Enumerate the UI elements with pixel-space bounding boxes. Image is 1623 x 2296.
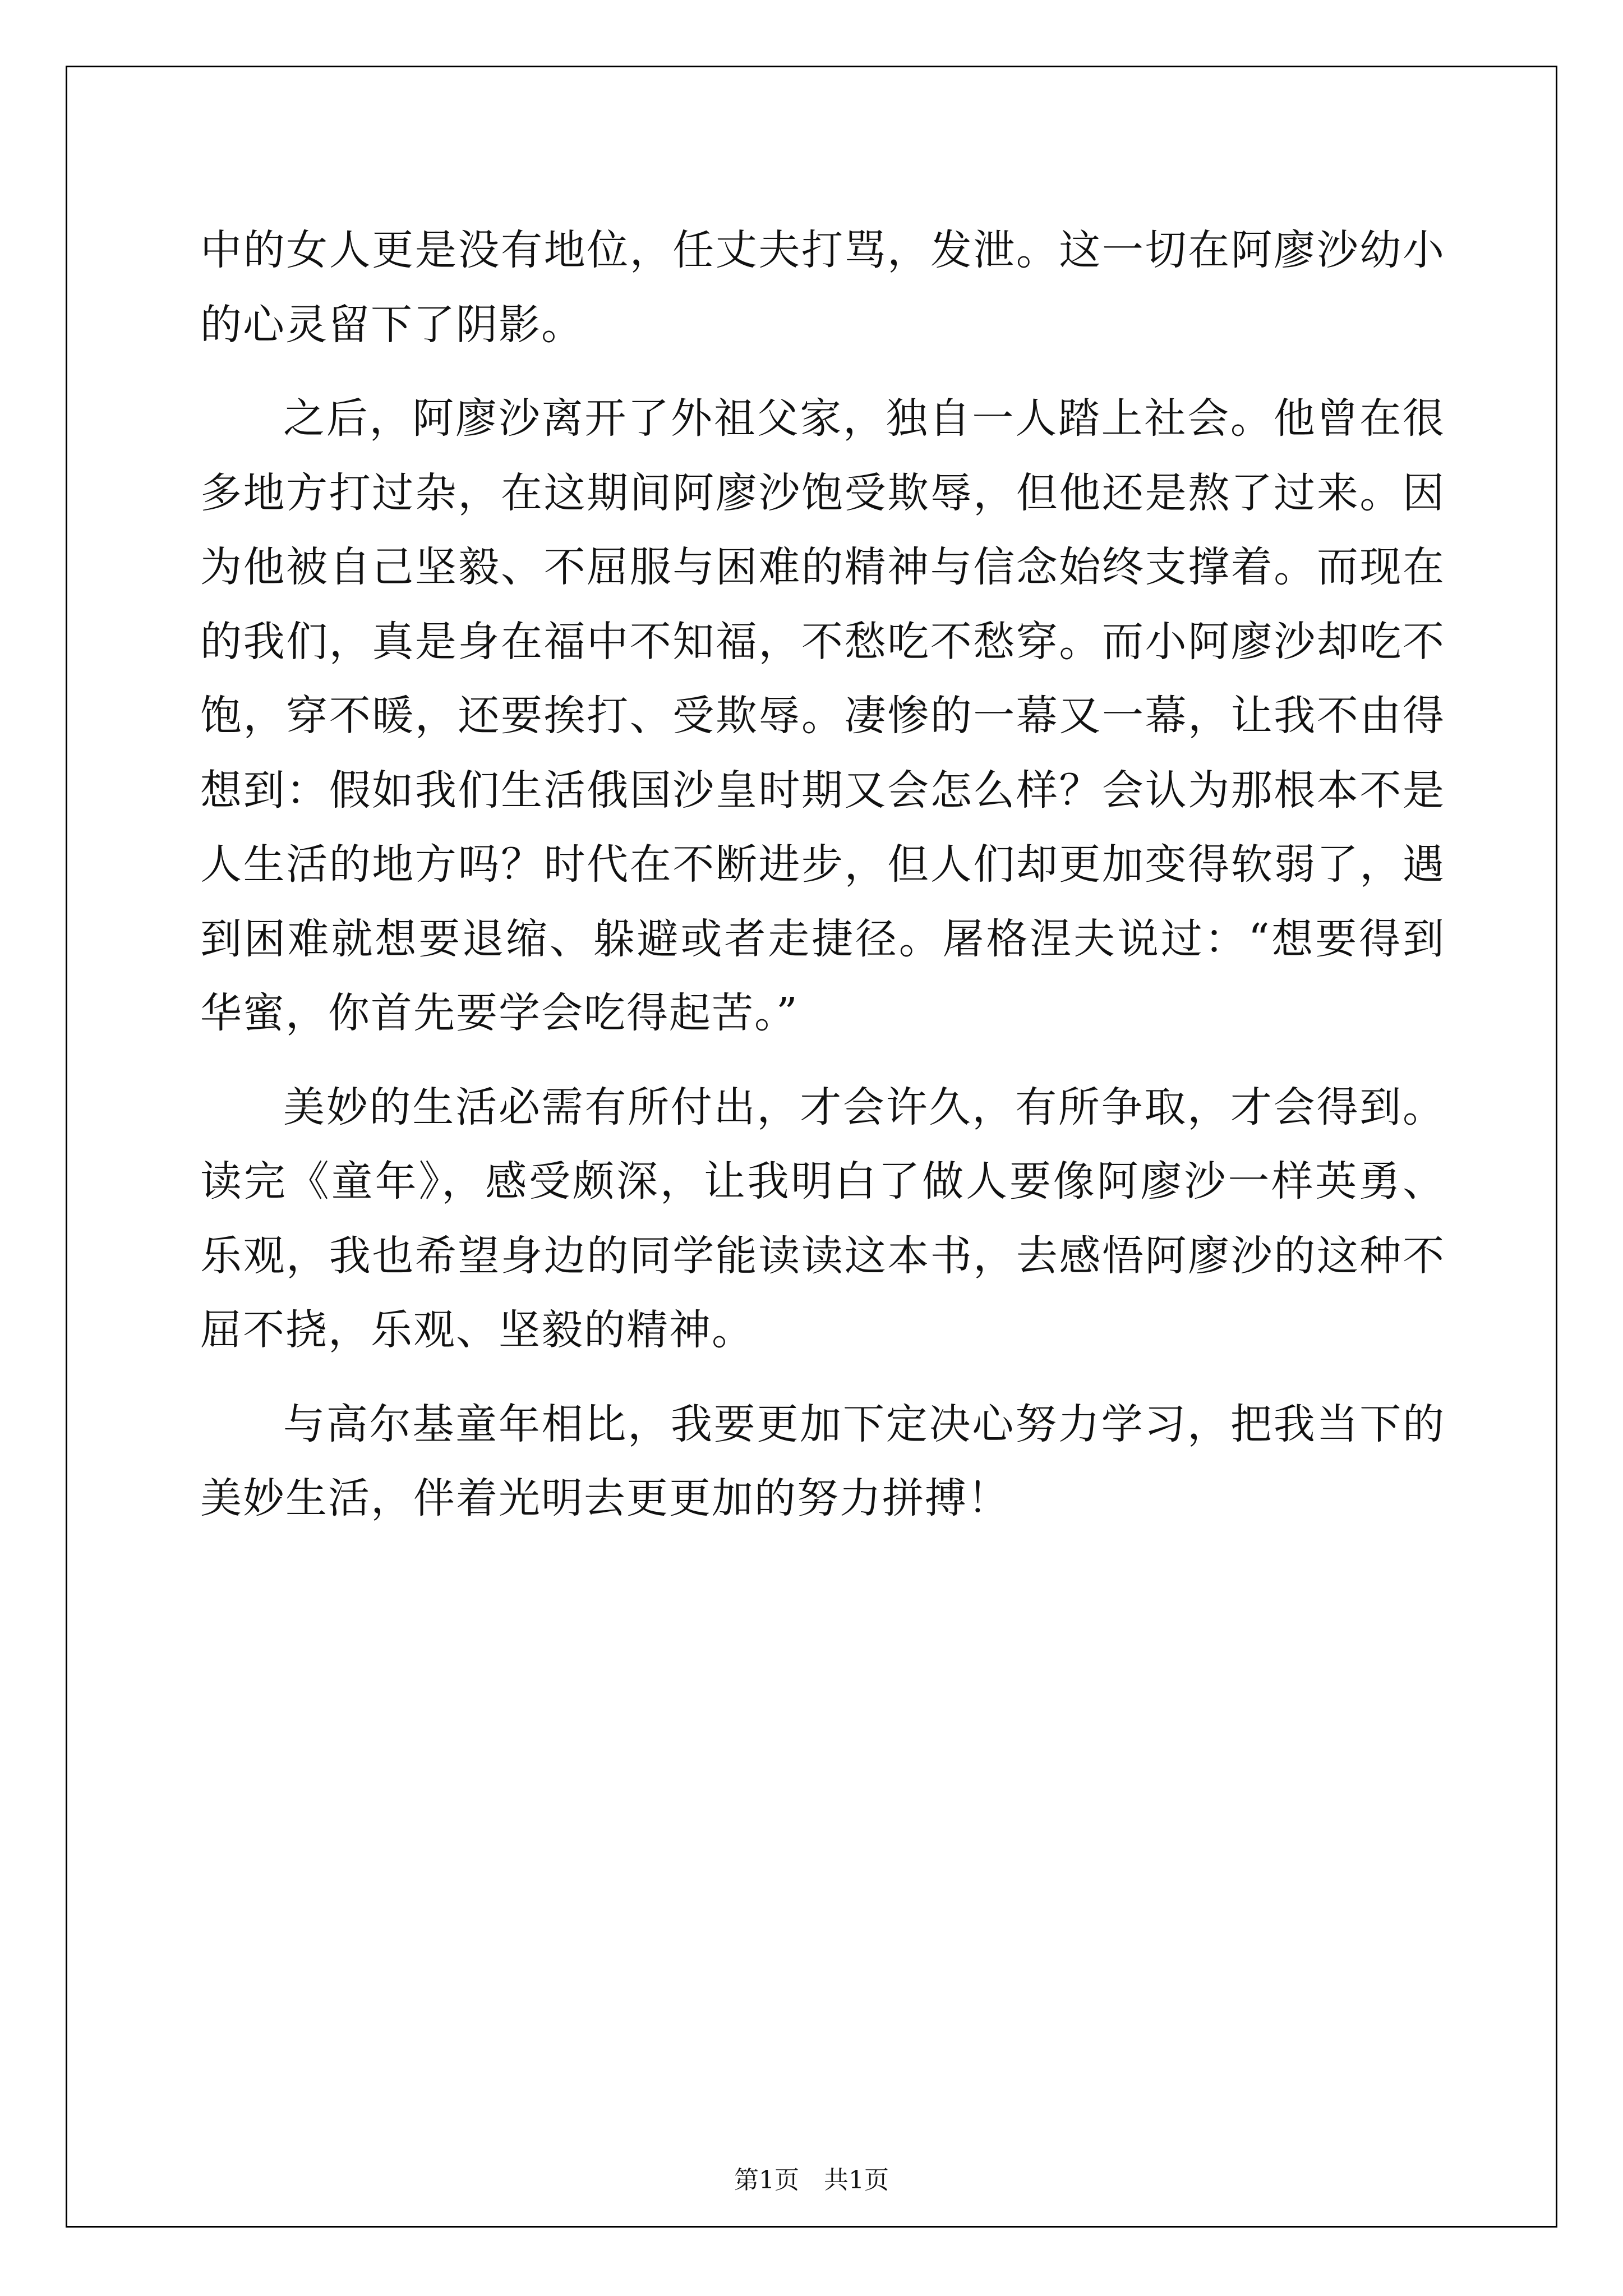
total-pages: 共1页 — [824, 2166, 889, 2194]
document-body — [200, 213, 1445, 1536]
page-footer — [0, 2160, 1623, 2196]
page-number: 第1页 — [734, 2166, 799, 2194]
paragraph-2: 之后，阿廖沙离开了外祖父家，独自一人踏上社会。他曾在很多地方打过杂，在这期间阿廖沙饱受欺辱，但他还是熬了过来。因为他被自己坚毅、不屈服与困难的精神与信念始终支撑着。而现在的我们，真是身在福中不知福，不愁吃不愁穿。而小阿廖沙却吃不饱，穿不暖，还要挨打、受欺辱。凄惨的一幕又一幕，让我不由得想到：假如我们生活俄国沙皇时期又会怎么样？会认为那根本不是人生活的地方吗？时代在不断进步，但人们却更加变得软弱了，遇到困难就想要退缩、躲避或者走捷径。屠格涅夫说过：“想要得到华蜜，你首先要学会吃得起苦。” — [200, 394, 1445, 1037]
paragraph-3: 美妙的生活必需有所付出，才会许久，有所争取，才会得到。读完《童年》，感受颇深，让我明白了做人要像阿廖沙一样英勇、乐观，我也希望身边的同学能读读这本书，去感悟阿廖沙的这种不屈不挠，乐观、坚毅的精神。 — [200, 1083, 1445, 1354]
paragraph-4: 与高尔基童年相比，我要更加下定决心努力学习，把我当下的美妙生活，伴着光明去更更加的努力拼搏！ — [200, 1400, 1445, 1522]
paragraph-1: 中的女人更是没有地位，任丈夫打骂，发泄。这一切在阿廖沙幼小的心灵留下了阴影。 — [200, 226, 1445, 349]
